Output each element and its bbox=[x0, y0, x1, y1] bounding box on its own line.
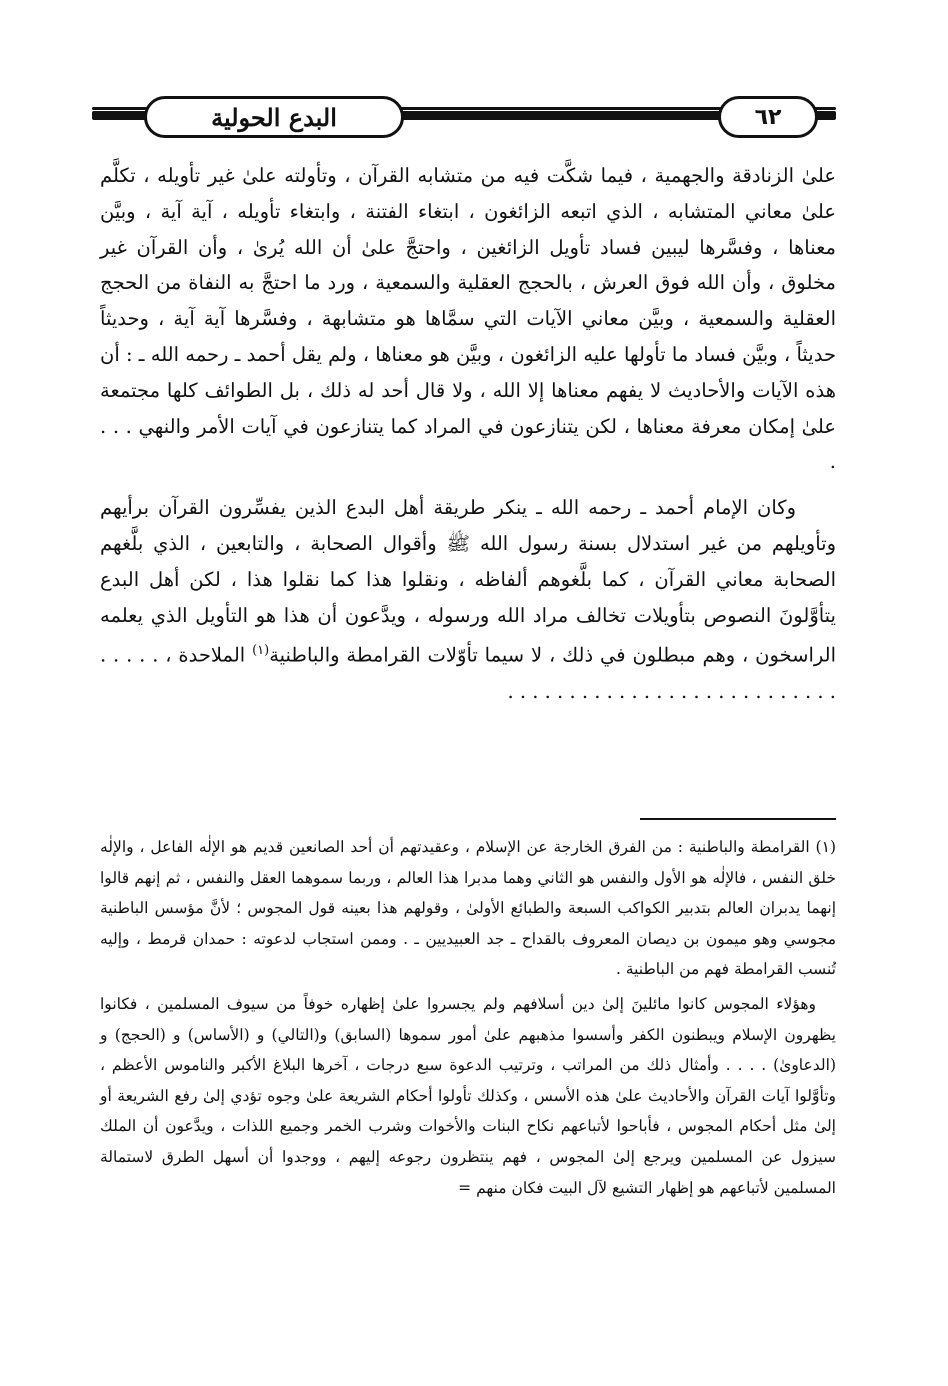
page-number: ٦٢ bbox=[718, 96, 818, 138]
paragraph-1: علىٰ الزنادقة والجهمية ، فيما شكَّت فيه من متشابه القرآن ، وتأولته علىٰ غير تأويله ، تكلَّم علىٰ معاني المتشابه ، الذي اتبعه الزائغون ، ابتغاء الفتنة ، وابتغاء تأويله ، آية آية ، وبيَّن معناها ، وفسَّرها ليبين فساد تأويل الزائغين ، واحتجَّ علىٰ أن الله يُرىٰ ، وأن القرآن غير مخلوق ، وأن الله فوق العرش ، بالحجج العقلية والسمعية ، ورد ما احتجَّ به النفاة من الحجج العقلية والسمعية ، وبيَّن معاني الآيات التي سمَّاها هو متشابهة ، وفسَّرها آية آية ، وحديثاً حديثاً ، وبيَّن فساد ما تأولها عليه الزائغون ، وبيَّن هو معناها ، ولم يقل أحمد ـ رحمه الله ـ : أن هذه الآيات والأحاديث لا يفهم معناها إلا الله ، ولا قال أحد له ذلك ، بل الطوائف كلها مجتمعة علىٰ إمكان معرفة معناها ، لكن يتنازعون في المراد كما يتنازعون في آيات الأمر والنهي . . . . bbox=[100, 164, 836, 474]
footnote-reference: (١) bbox=[252, 643, 270, 659]
footnote-1: (١) القرامطة والباطنية : من الفرق الخارجة عن الإسلام ، وعقيدتهم أن أحد الصانعين قديم هو الإلٰه الفاعل ، والإلٰه خلق النفس ، فالإلٰه هو الأول والنفس هو الثاني وهما مدبرا هذا العالم ، وربما سموهما العقل والنفس ، ثم إنهم قالوا إنهما يدبران العالم بتدبير الكواكب السبعة والطبائع الأولىٰ ، وقولهم هذا بعينه قول المجوس ؛ لأنَّ مؤسس الباطنية مجوسي وهو ميمون بن ديصان المعروف بالقداح ـ جد العبيديين ـ . وممن استجاب لدعوته : حمدان قرمط ، وإليه تُنسب القرامطة فهم من الباطنية . bbox=[100, 838, 836, 979]
header-rule-middle bbox=[392, 111, 722, 120]
page-header bbox=[92, 92, 836, 140]
footnotes bbox=[100, 832, 836, 1203]
header-rule-middle-thin bbox=[392, 107, 722, 110]
paragraph-2-text: وكان الإمام أحمد ـ رحمه الله ـ ينكر طريقة أهل البدع الذين يفسِّرون القرآن برأيهم وتأويلهم من غير استدلال بسنة رسول الله ﷺ وأقوال الصحابة ، والتابعين ، الذي بلَّغهم الصحابة معاني القرآن ، كما بلَّغوهم ألفاظه ، ونقلوا هذا كما نقلوا هذا ، لكن أهل البدع يتأوَّلونَ النصوص بتأويلات تخالف مراد الله ورسوله ، ويدَّعون أن هذا هو التأويل الذي يعلمه الراسخون ، وهم مبطلون في ذلك ، لا سيما تأوّلات القرامطة والباطنية bbox=[100, 496, 837, 667]
footnote-1-continued: وهؤلاء المجوس كانوا مائلينَ إلىٰ دين أسلافهم ولم يجسروا علىٰ إظهاره خوفاً من سيوف المسلمين ، فكانوا يظهرون الإسلام ويبطنون الكفر وأسسوا مذهبهم علىٰ أمور سموها (السابق) و(التالي) و (الأساس) و (الحجج) و (الدعاوىٰ) . . . . وأمثال ذلك من المراتب ، وترتيب الدعوة سبع درجات ، آخرها البلاغ الأكبر والناموس الأعظم ، وتأوَّلوا آيات القرآن والأحاديث علىٰ هذه الأسس ، وكذلك تأولوا أحكام الشريعة علىٰ وجوه تؤدي إلىٰ رفع الشريعة أو إلىٰ مثل أحكام المجوس ، فأباحوا لأتباعهم نكاح البنات والأخوات وشرب الخمر وجميع اللذات ، ويدَّعون أن الملك سيزول عن المسلمين ويرجع إلىٰ المجوس ، فهم ينتظرون رجوعه إليهم ، ووجدوا أن أسهل الطرق لاستمالة المسلمين لأتباعهم هو إظهار التشيع لآل البيت فكان منهم = bbox=[100, 994, 836, 1197]
paragraph-2 bbox=[100, 490, 836, 709]
paragraph-2-end: الملاحدة ، . . . . . . . . . . . . . . . . . . . . . . . . . . . . . . . . bbox=[100, 643, 836, 703]
running-title: البدع الحولية bbox=[144, 96, 404, 138]
main-text bbox=[100, 158, 836, 709]
header-rule-left-thin bbox=[92, 107, 152, 110]
header-rule-left bbox=[92, 111, 152, 120]
footnote-separator bbox=[640, 818, 836, 820]
